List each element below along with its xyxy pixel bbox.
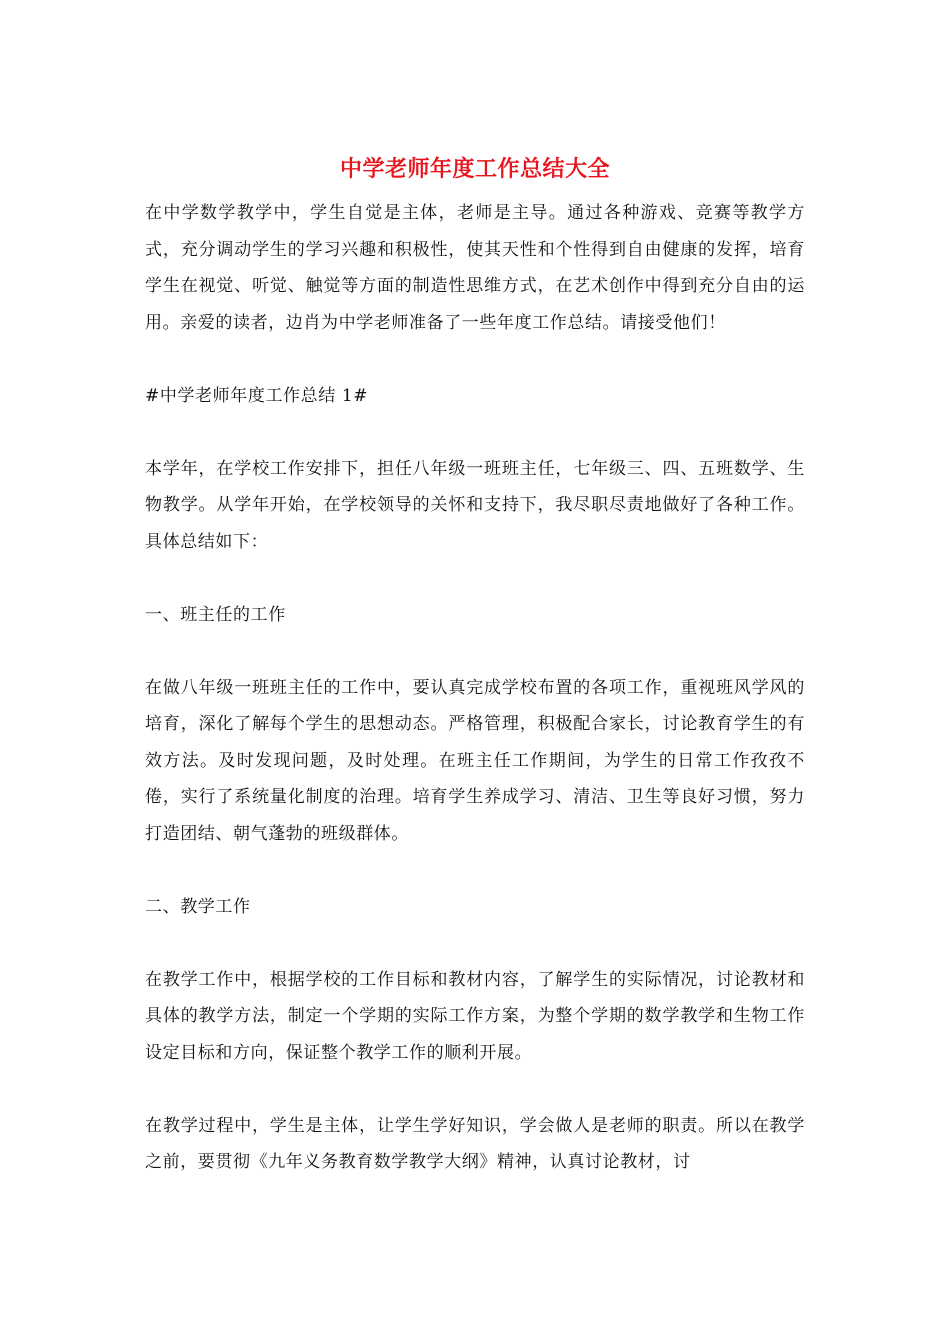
paragraph-spacer <box>145 560 805 597</box>
section-heading-class-teacher: 一、班主任的工作 <box>145 604 286 625</box>
paragraph-spacer <box>145 414 805 451</box>
intro-paragraph: 在中学数学教学中，学生自觉是主体，老师是主导。通过各种游戏、竞赛等教学方式，充分调动学生的学习兴趣和积极性，使其天性和个性得到自由健康的发挥，培育学生在视觉、听觉、触觉等方面的制造性思维方式，在艺术创作中得到充分自由的运用。亲爱的读者，边肖为中学老师准备了一些年度工作总结。请接受他们！ <box>145 203 805 333</box>
section-heading-teaching: 二、教学工作 <box>145 896 251 917</box>
paragraph-spacer <box>145 925 805 962</box>
paragraph-spacer <box>145 341 805 378</box>
paragraph-spacer <box>145 852 805 889</box>
paragraph-spacer <box>145 1071 805 1108</box>
document-body <box>145 195 805 1181</box>
paragraph-spacer <box>145 633 805 670</box>
teaching-paragraph: 在教学工作中，根据学校的工作目标和教材内容，了解学生的实际情况，讨论教材和具体的教学方法，制定一个学期的实际工作方案，为整个学期的数学教学和生物工作设定目标和方向，保证整个教学工作的顺利开展。 <box>145 969 805 1063</box>
overview-paragraph: 本学年，在学校工作安排下，担任八年级一班班主任，七年级三、四、五班数学、生物教学。从学年开始，在学校领导的关怀和支持下，我尽职尽责地做好了各种工作。具体总结如下： <box>145 458 805 552</box>
teaching-process-paragraph: 在教学过程中，学生是主体，让学生学好知识，学会做人是老师的职责。所以在教学之前，要贯彻《九年义务教育数学教学大纲》精神，认真讨论教材，讨 <box>145 1115 805 1172</box>
class-teacher-paragraph: 在做八年级一班班主任的工作中，要认真完成学校布置的各项工作，重视班风学风的培育，深化了解每个学生的思想动态。严格管理，积极配合家长，讨论教育学生的有效方法。及时发现问题，及时处理。在班主任工作期间，为学生的日常工作孜孜不倦，实行了系统量化制度的治理。培育学生养成学习、清洁、卫生等良好习惯，努力打造团结、朝气蓬勃的班级群体。 <box>145 677 805 844</box>
document-title: 中学老师年度工作总结大全 <box>339 156 610 182</box>
section-marker: #中学老师年度工作总结 1# <box>145 385 369 406</box>
